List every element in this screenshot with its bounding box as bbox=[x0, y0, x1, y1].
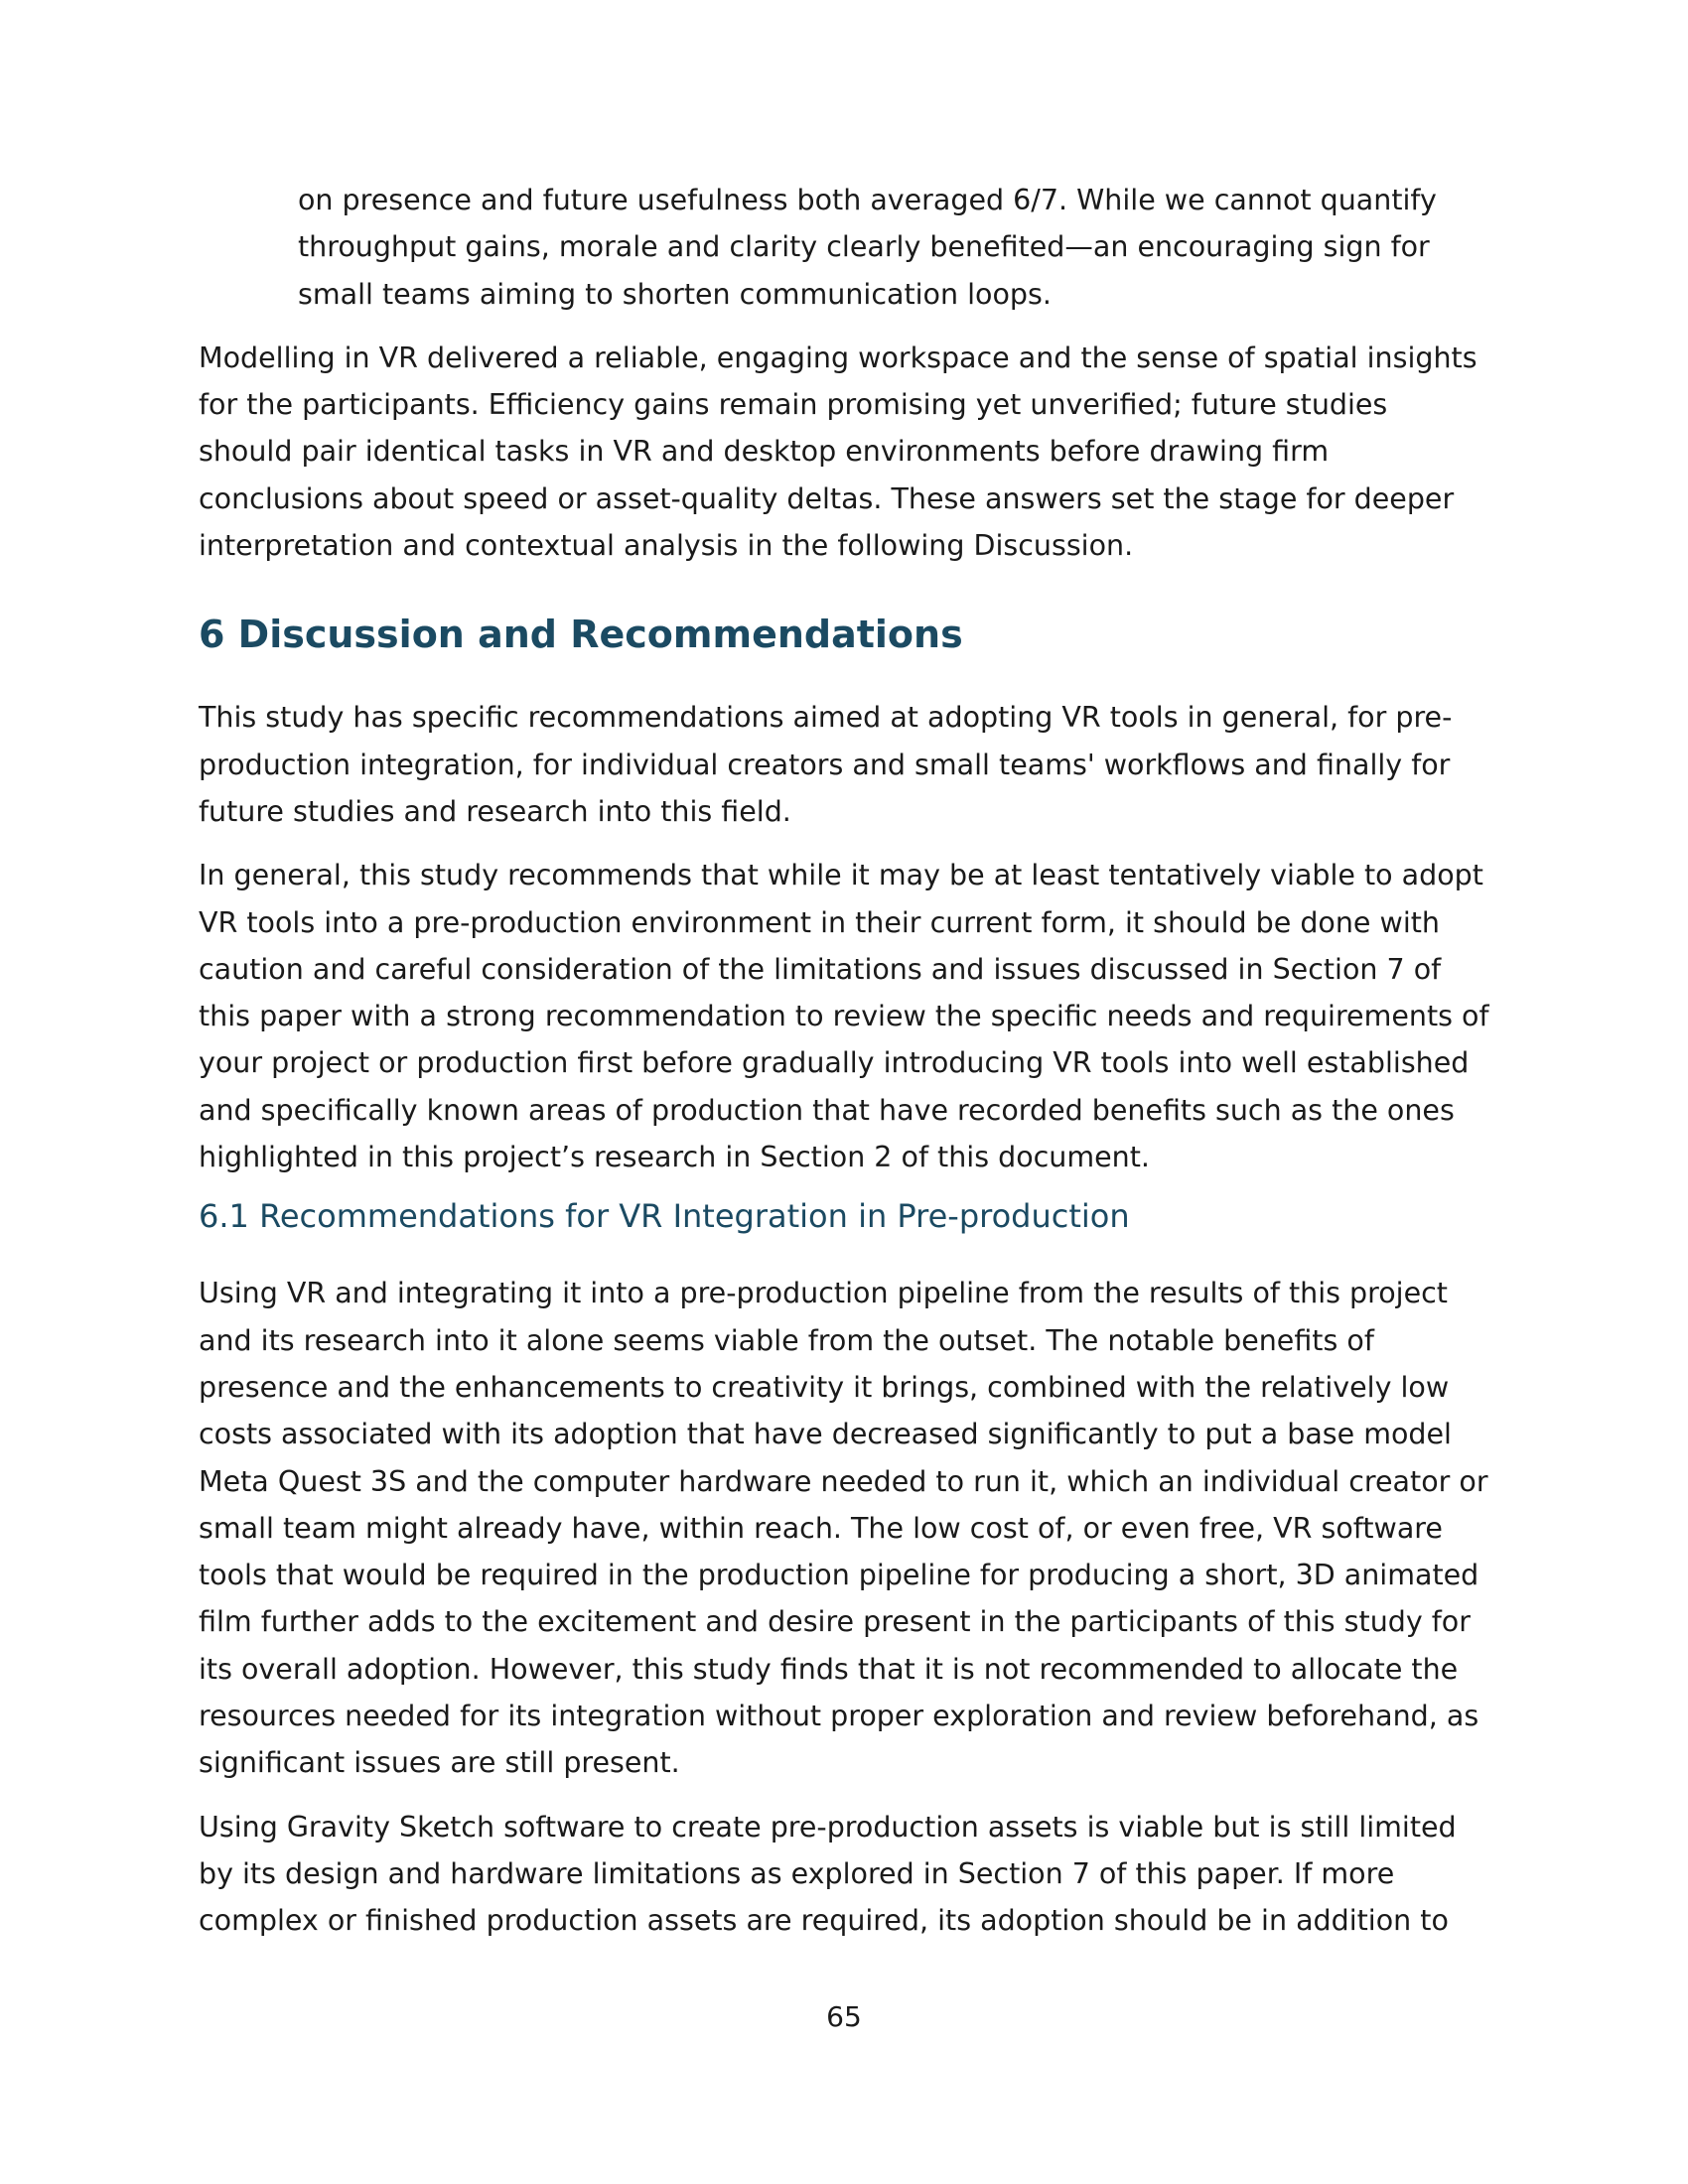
paragraph: This study has specific recommendations aimed at adopting VR tools in general, for pre-production integration, for individual creators and small teams' workflows and finally for future studies and research into this field. bbox=[199, 701, 1453, 828]
section-heading-discussion: 6 Discussion and Recommendations bbox=[199, 613, 963, 657]
paragraph-continuation: on presence and future usefulness both averaged 6/7. While we cannot quantify throughput gains, morale and clarity clearly benefited—an encouraging sign for small teams aiming to shorten communication loops. bbox=[298, 184, 1437, 311]
paragraph-summary: Modelling in VR delivered a reliable, engaging workspace and the sense of spatial insights for the participants. Efficiency gains remain promising yet unverified; future studies should pair identical tasks in VR and desktop environments before drawing firm conclusions about speed or asset-quality deltas. These answers set the stage for deeper interpretation and contextual analysis in the following Discussion. bbox=[199, 341, 1477, 563]
paragraph: In general, this study recommends that while it may be at least tentatively viable to adopt VR tools into a pre-production environment in their current form, it should be done with caution and careful consideration of the limitations and issues discussed in Section 7 of this paper with a strong recommendation to review the specific needs and requirements of your project or production first before gradually introducing VR tools into well established and specifically known areas of production that have recorded benefits such as the ones highlighted in this project’s research in Section 2 of this document. bbox=[199, 859, 1489, 1174]
page-body bbox=[199, 177, 1489, 1945]
paragraph: Using VR and integrating it into a pre-production pipeline from the results of this project and its research into it alone seems viable from the outset. The notable benefits of presence and the enhancements to creativity it brings, combined with the relatively low costs associated with its adoption that have decreased significantly to put a base model Meta Quest 3S and the computer hardware needed to run it, which an individual creator or small team might already have, within reach. The low cost of, or even free, VR software tools that would be required in the production pipeline for producing a short, 3D animated film further adds to the excitement and desire present in the participants of this study for its overall adoption. However, this study finds that it is not recommended to allocate the resources needed for its integration without proper exploration and review beforehand, as significant issues are still present. bbox=[199, 1277, 1488, 1780]
page-number: 65 bbox=[826, 2000, 862, 2033]
subsection-heading-vr-integration: 6.1 Recommendations for VR Integration in Pre-production bbox=[199, 1197, 1130, 1236]
paragraph: Using Gravity Sketch software to create pre-production assets is viable but is still limited by its design and hardware limitations as explored in Section 7 of this paper. If more complex or finished production assets are required, its adoption should be in addition to bbox=[199, 1810, 1457, 1938]
